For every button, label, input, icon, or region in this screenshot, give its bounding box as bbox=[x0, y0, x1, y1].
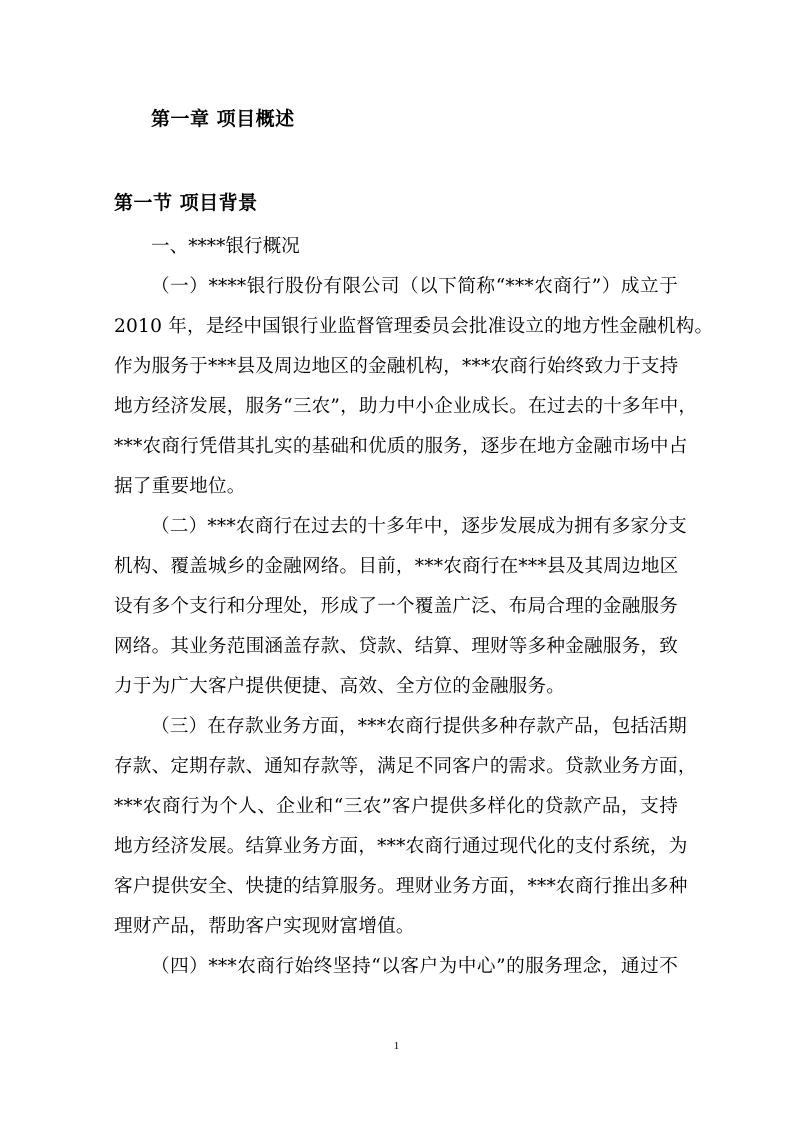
paragraph-line: ***农商行为个人、企业和“三农”客户提供多样化的贷款产品，支持 bbox=[114, 796, 678, 817]
paragraph-line: （四）***农商行始终坚持“以客户为中心”的服务理念，通过不 bbox=[151, 956, 678, 977]
paragraph-line: 作为服务于***县及周边地区的金融机构，***农商行始终致力于支持 bbox=[114, 356, 679, 377]
paragraph-line: 2010 年，是经中国银行业监督管理委员会批准设立的地方性金融机构。 bbox=[114, 316, 714, 337]
paragraph-line: 理财产品，帮助客户实现财富增值。 bbox=[114, 916, 415, 937]
paragraph-line: ***农商行凭借其扎实的基础和优质的服务，逐步在地方金融市场中占 bbox=[114, 436, 688, 457]
paragraph-line: 网络。其业务范围涵盖存款、贷款、结算、理财等多种金融服务，致 bbox=[114, 636, 678, 657]
paragraph-line: 地方经济发展。结算业务方面，***农商行通过现代化的支付系统，为 bbox=[114, 836, 688, 857]
paragraph-line: 设有多个支行和分理处，形成了一个覆盖广泛、布局合理的金融服务 bbox=[114, 596, 678, 617]
chapter-title: 第一章 项目概述 bbox=[151, 108, 295, 130]
paragraph-line: （二）***农商行在过去的十多年中，逐步发展成为拥有多家分支 bbox=[151, 516, 687, 537]
paragraph-4 bbox=[114, 947, 678, 987]
paragraph-line: 机构、覆盖城乡的金融网络。目前，***农商行在***县及其周边地区 bbox=[114, 556, 679, 577]
paragraph-2 bbox=[114, 507, 687, 707]
paragraph-line: 力于为广大客户提供便捷、高效、全方位的金融服务。 bbox=[114, 676, 566, 697]
paragraph-line: （一）****银行股份有限公司（以下简称“***农商行”）成立于 bbox=[151, 276, 678, 297]
paragraph-line: 据了重要地位。 bbox=[114, 476, 246, 497]
paragraph-3 bbox=[114, 707, 697, 947]
paragraph-1 bbox=[114, 267, 714, 507]
subsection-heading: 一、****银行概况 bbox=[151, 236, 300, 257]
paragraph-line: 存款、定期存款、通知存款等，满足不同客户的需求。贷款业务方面， bbox=[114, 756, 697, 777]
paragraph-line: （三）在存款业务方面，***农商行提供多种存款产品，包括活期 bbox=[151, 716, 687, 737]
paragraph-line: 客户提供安全、快捷的结算服务。理财业务方面，***农商行推出多种 bbox=[114, 876, 688, 897]
page-number: 1 bbox=[393, 1040, 400, 1052]
paragraph-line: 地方经济发展，服务“三农”，助力中小企业成长。在过去的十多年中， bbox=[114, 396, 698, 417]
section-title: 第一节 项目背景 bbox=[114, 192, 258, 214]
